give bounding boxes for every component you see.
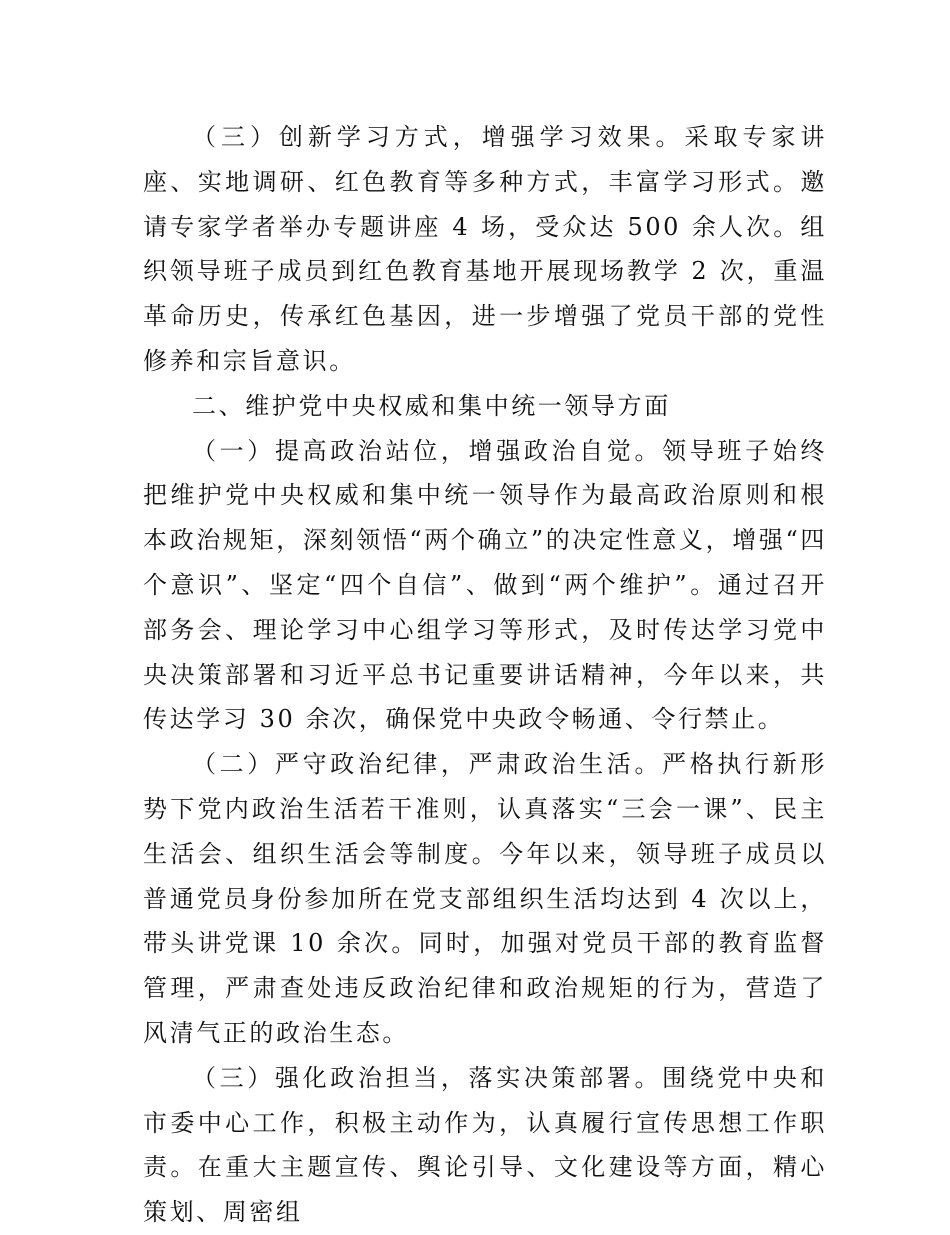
document-body [143,115,827,1235]
paragraph-political-discipline: （二）严守政治纪律，严肃政治生活。严格执行新形势下党内政治生活若干准则，认真落实“三会一课”、民主生活会、组织生活会等制度。今年以来，领导班子成员以普通党员身份参加所在党支部组织生活均达到 4 次以上，带头讲党课 10 余次。同时，加强对党员干部的教育监督管理，严肃查处违反政治纪律和政治规矩的行为，营造了风清气正的政治生态。 [143,750,827,1047]
paragraph-learning-methods: （三）创新学习方式，增强学习效果。采取专家讲座、实地调研、红色教育等多种方式，丰富学习形式。邀请专家学者举办专题讲座 4 场，受众达 500 余人次。组织领导班子成员到红色教育基地开展现场教学 2 次，重温革命历史，传承红色基因，进一步增强了党员干部的党性修养和宗旨意识。 [143,123,827,375]
paragraph-political-responsibility: （三）强化政治担当，落实决策部署。围绕党中央和市委中心工作，积极主动作为，认真履行宣传思想工作职责。在重大主题宣传、舆论引导、文化建设等方面，精心策划、周密组 [143,1063,827,1227]
section-heading-2: 二、维护党中央权威和集中统一领导方面 [192,391,671,420]
paragraph-political-standing: （一）提高政治站位，增强政治自觉。领导班子始终把维护党中央权威和集中统一领导作为最高政治原则和根本政治规矩，深刻领悟“两个确立”的决定性意义，增强“四个意识”、坚定“四个自信”、做到“两个维护”。通过召开部务会、理论学习中心组学习等形式，及时传达学习党中央决策部署和习近平总书记重要讲话精神，今年以来，共传达学习 30 余次，确保党中央政令畅通、令行禁止。 [143,436,827,734]
